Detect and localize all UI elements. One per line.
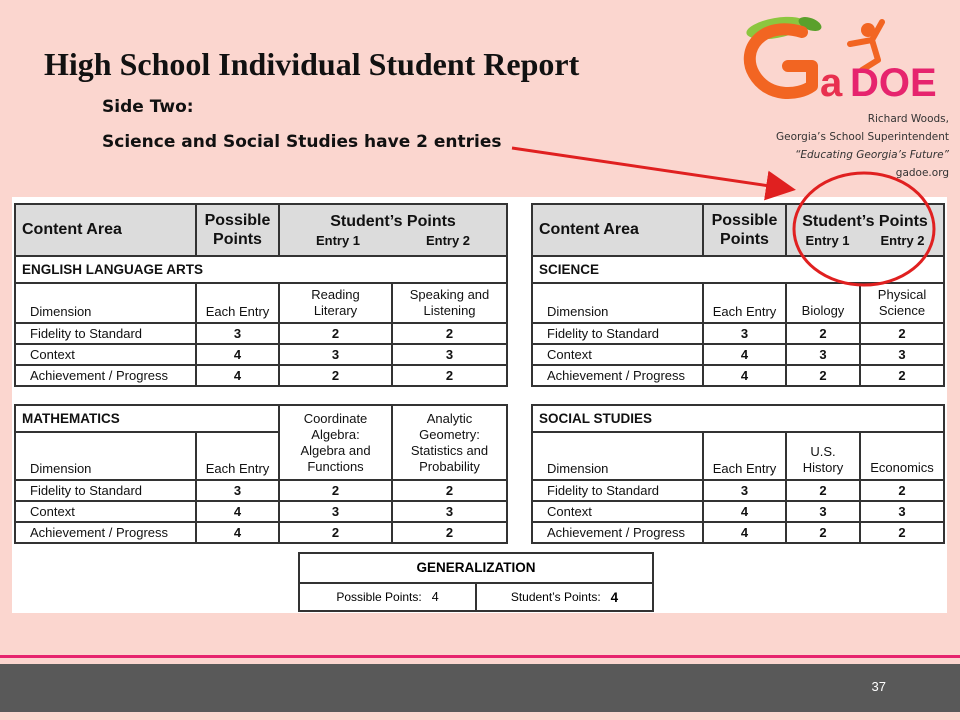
footer-bar	[0, 664, 960, 712]
slide-title: High School Individual Student Report	[44, 46, 580, 82]
science-table	[531, 203, 945, 387]
table-row: Fidelity to Standard 3 2 2	[15, 480, 507, 501]
entry-2-label: Entry 2	[880, 232, 925, 248]
table-row: Achievement / Progress 4 2 2	[532, 365, 944, 386]
dimension-header: Dimension	[15, 283, 196, 323]
dimension-header: Dimension	[532, 432, 703, 480]
credits-role: Georgia’s School Superintendent	[776, 131, 949, 143]
each-entry-header: Each Entry	[196, 283, 279, 323]
credits	[776, 110, 949, 182]
students-points-header: Student’s Points Entry 1 Entry 2	[279, 204, 507, 256]
table-row: Fidelity to Standard 3 2 2	[532, 480, 944, 501]
generalization-student: Student’s Points: 4	[475, 584, 652, 610]
possible-points-header: Possible Points	[196, 204, 279, 256]
entry-1-label: Entry 1	[315, 232, 361, 248]
entry-2-subject: Physical Science	[860, 283, 944, 323]
entry-1-label: Entry 1	[805, 232, 850, 248]
section-title: SCIENCE	[532, 256, 944, 283]
table-row: Achievement / Progress 4 2 2	[15, 365, 507, 386]
each-entry-header: Each Entry	[703, 432, 786, 480]
svg-text:a: a	[820, 61, 843, 105]
entry-2-label: Entry 2	[425, 232, 471, 248]
generalization-title: GENERALIZATION	[300, 554, 652, 584]
each-entry-header: Each Entry	[196, 432, 279, 480]
table-row: Context 4 3 3	[532, 501, 944, 522]
content-area-header: Content Area	[532, 204, 703, 256]
footer-accent-line	[0, 655, 960, 658]
generalization-box	[298, 552, 654, 612]
ela-table	[14, 203, 508, 387]
credits-site: gadoe.org	[895, 167, 949, 179]
annotation-arrow	[512, 148, 790, 189]
entry-2-subject: Analytic Geometry: Statistics and Probability	[392, 405, 507, 480]
entry-2-subject: Speaking and Listening	[392, 283, 507, 323]
table-row: Context 4 3 3	[15, 344, 507, 365]
table-row: Fidelity to Standard 3 2 2	[532, 323, 944, 344]
social-studies-table	[531, 404, 945, 544]
table-row: Context 4 3 3	[532, 344, 944, 365]
table-row: Fidelity to Standard 3 2 2	[15, 323, 507, 344]
table-row: Context 4 3 3	[15, 501, 507, 522]
credits-motto: “Educating Georgia’s Future”	[794, 149, 949, 161]
entry-2-subject: Economics	[860, 432, 944, 480]
dimension-header: Dimension	[15, 432, 196, 480]
gadoe-logo	[732, 10, 954, 106]
students-points-header: Student’s Points Entry 1 Entry 2	[786, 204, 944, 256]
possible-points-header: Possible Points	[703, 204, 786, 256]
entry-1-subject: Coordinate Algebra: Algebra and Functions	[279, 405, 392, 480]
math-table	[14, 404, 508, 544]
entry-1-subject: U.S. History	[786, 432, 860, 480]
section-title: ENGLISH LANGUAGE ARTS	[15, 256, 507, 283]
each-entry-header: Each Entry	[703, 283, 786, 323]
entry-1-subject: Biology	[786, 283, 860, 323]
dimension-header: Dimension	[532, 283, 703, 323]
entry-1-subject: Reading Literary	[279, 283, 392, 323]
subtitle-entries-note: Science and Social Studies have 2 entries	[102, 132, 502, 152]
table-row: Achievement / Progress 4 2 2	[15, 522, 507, 543]
page-number: 37	[871, 679, 886, 694]
table-row: Achievement / Progress 4 2 2	[532, 522, 944, 543]
content-area-header: Content Area	[15, 204, 196, 256]
section-title: SOCIAL STUDIES	[532, 405, 944, 432]
credits-name: Richard Woods,	[867, 113, 949, 125]
subtitle-side-two: Side Two:	[102, 97, 194, 117]
generalization-possible: Possible Points: 4	[336, 590, 439, 604]
section-title: MATHEMATICS	[15, 405, 279, 432]
svg-text:DOE: DOE	[850, 61, 937, 105]
